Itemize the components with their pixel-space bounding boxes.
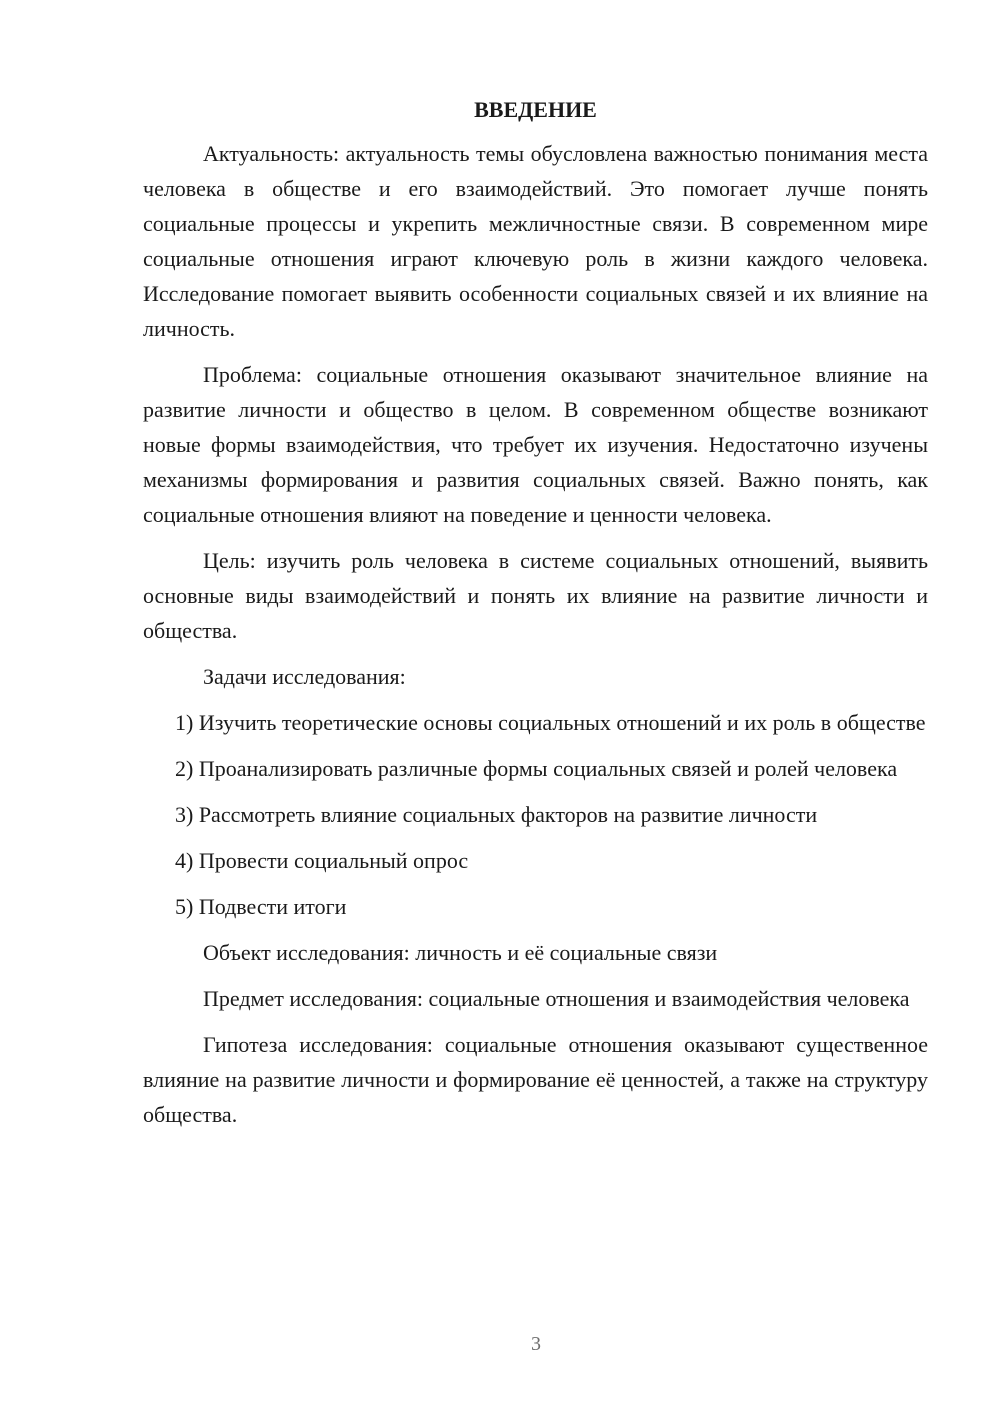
task-item: 3) Рассмотреть влияние социальных факторов на развитие личности bbox=[175, 802, 818, 827]
document-page bbox=[143, 92, 928, 1143]
paragraph-relevance: Актуальность: актуальность темы обусловлена важностью понимания места человека в обществе и его взаимодействий. Это помогает лучше понять социальные процессы и укрепить межличностные связи. В современном мире социальные отношения играют ключевую роль в жизни каждого человека. Исследование помогает выявить особенности социальных связей и их влияние на личность. bbox=[143, 141, 928, 341]
task-item: 5) Подвести итоги bbox=[175, 894, 347, 919]
paragraph-goal: Цель: изучить роль человека в системе социальных отношений, выявить основные виды взаимодействий и понять их влияние на развитие личности и общества. bbox=[143, 548, 928, 643]
page-number: 3 bbox=[531, 1333, 541, 1355]
paragraph-hypothesis: Гипотеза исследования: социальные отношения оказывают существенное влияние на развитие личности и формирование её ценностей, а также на структуру общества. bbox=[143, 1032, 928, 1127]
paragraph-object: Объект исследования: личность и её социальные связи bbox=[203, 940, 718, 965]
paragraph-problem: Проблема: социальные отношения оказывают значительное влияние на развитие личности и общество в целом. В современном обществе возникают новые формы взаимодействия, что требует их изучения. Недостаточно изучены механизмы формирования и развития социальных связей. Важно понять, как социальные отношения влияют на поведение и ценности человека. bbox=[143, 362, 928, 527]
paragraph-subject: Предмет исследования: социальные отношения и взаимодействия человека bbox=[203, 986, 910, 1011]
tasks-heading: Задачи исследования: bbox=[203, 664, 406, 689]
task-item: 2) Проанализировать различные формы социальных связей и ролей человека bbox=[175, 756, 898, 781]
task-item: 1) Изучить теоретические основы социальных отношений и их роль в обществе bbox=[175, 710, 926, 735]
section-title: ВВЕДЕНИЕ bbox=[474, 97, 597, 122]
task-item: 4) Провести социальный опрос bbox=[175, 848, 469, 873]
